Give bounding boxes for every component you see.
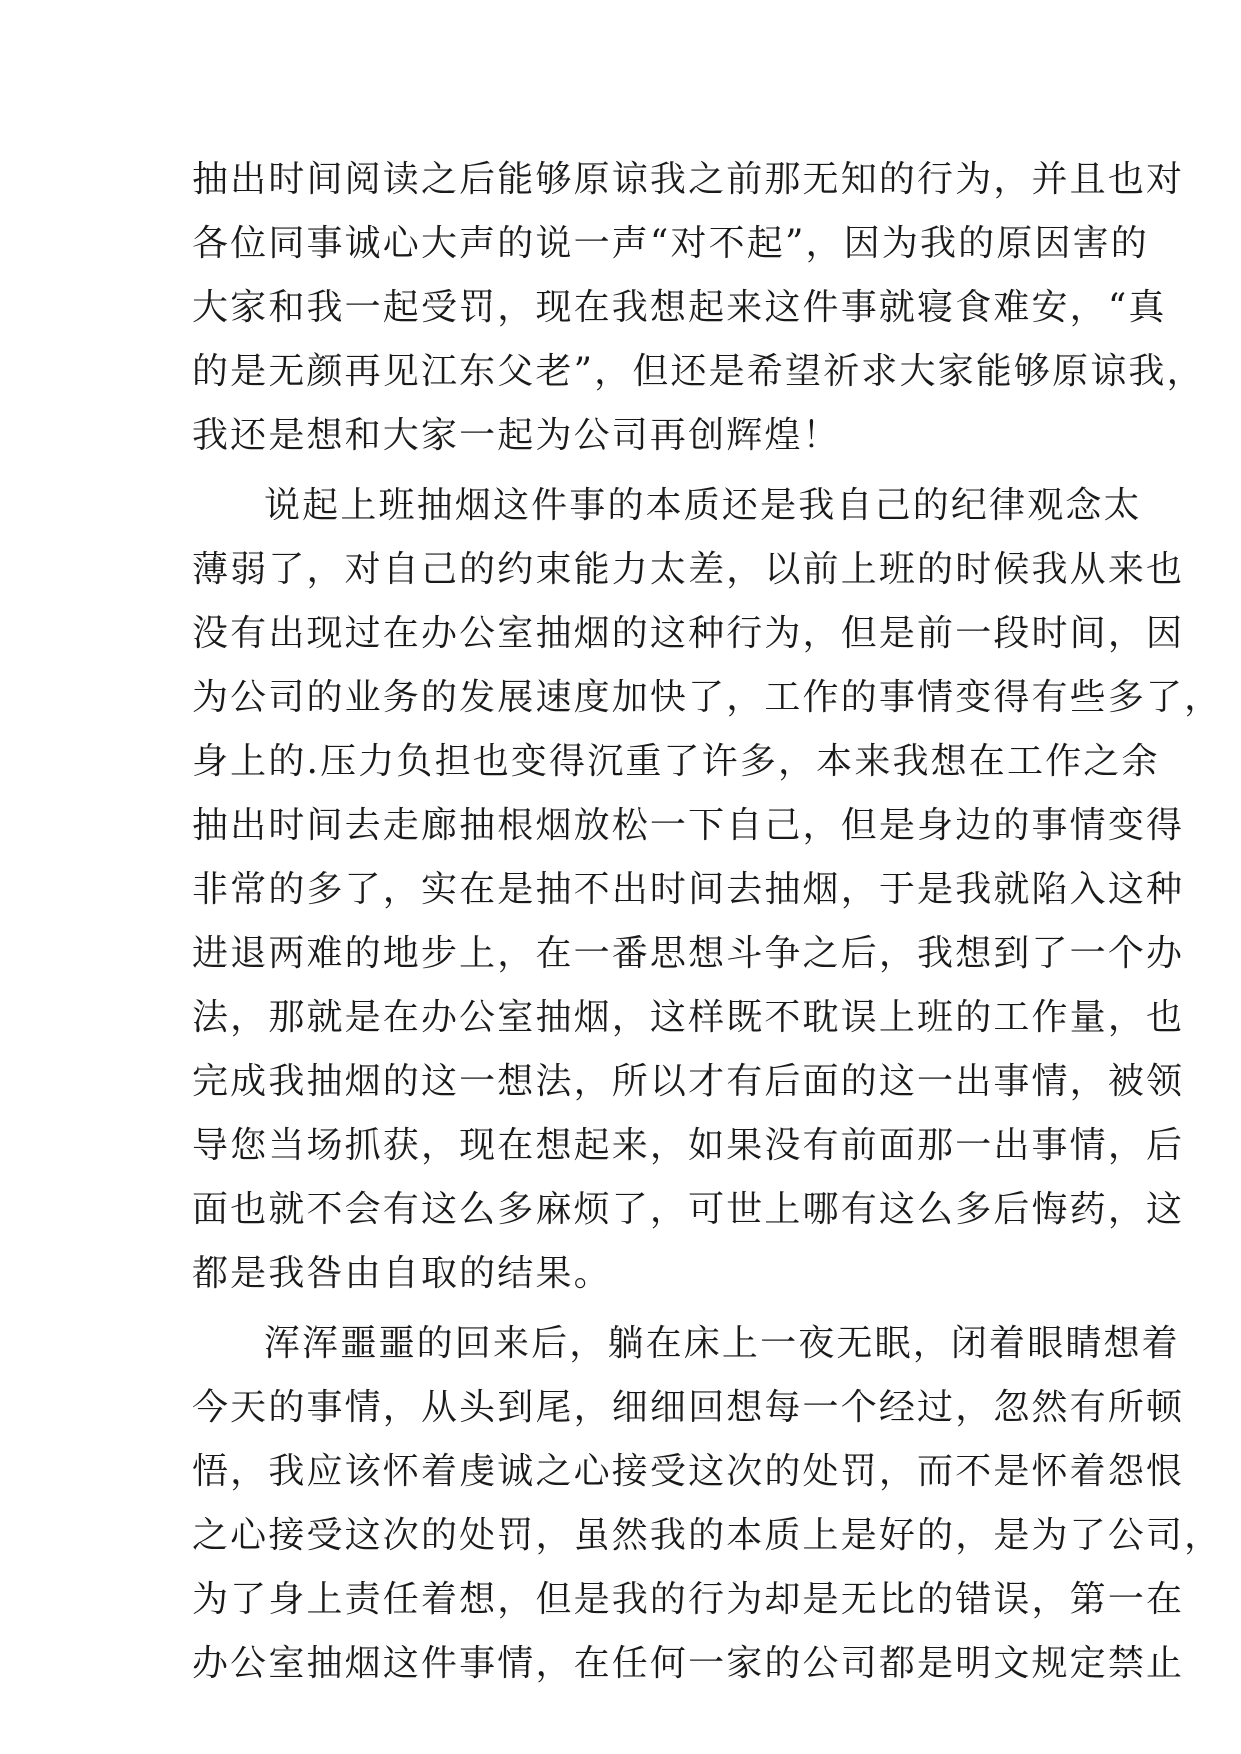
text-line: 面也就不会有这么多麻烦了，可世上哪有这么多后悔药，这 (192, 1189, 1185, 1230)
text-line: 办公室抽烟这件事情，在任何一家的公司都是明文规定禁止 (192, 1643, 1185, 1684)
text-line: 之心接受这次的处罚，虽然我的本质上是好的，是为了公司， (192, 1515, 1223, 1556)
text-line: 今天的事情，从头到尾，细细回想每一个经过，忽然有所顿 (192, 1387, 1185, 1428)
text-line: 没有出现过在办公室抽烟的这种行为，但是前一段时间，因 (192, 613, 1185, 654)
text-line: 悟，我应该怀着虔诚之心接受这次的处罚，而不是怀着怨恨 (192, 1451, 1185, 1492)
paragraph (192, 474, 1223, 1306)
text-line: 导您当场抓获，现在想起来，如果没有前面那一出事情，后 (192, 1125, 1185, 1166)
text-line: 为了身上责任着想，但是我的行为却是无比的错误，第一在 (192, 1579, 1185, 1620)
text-line: 抽出时间去走廊抽根烟放松一下自己，但是身边的事情变得 (192, 805, 1185, 846)
text-line: 浑浑噩噩的回来后，躺在床上一夜无眠，闭着眼睛想着 (264, 1323, 1180, 1364)
text-line: 身上的.压力负担也变得沉重了许多，本来我想在工作之余 (192, 741, 1160, 782)
text-line: 进退两难的地步上，在一番思想斗争之后，我想到了一个办 (192, 933, 1185, 974)
text-line: 抽出时间阅读之后能够原谅我之前那无知的行为，并且也对 (192, 159, 1185, 200)
text-line: 我还是想和大家一起为公司再创辉煌！ (192, 415, 841, 456)
document-body (192, 148, 1223, 1696)
text-line: 大家和我一起受罚，现在我想起来这件事就寝食难安，“真 (192, 287, 1167, 328)
text-line: 说起上班抽烟这件事的本质还是我自己的纪律观念太 (264, 485, 1142, 526)
text-line: 为公司的业务的发展速度加快了，工作的事情变得有些多了， (192, 677, 1223, 718)
paragraph (192, 1312, 1223, 1696)
text-line: 薄弱了，对自己的约束能力太差，以前上班的时候我从来也 (192, 549, 1185, 590)
paragraph (192, 148, 1205, 468)
text-line: 的是无颜再见江东父老”，但还是希望祈求大家能够原谅我， (192, 351, 1205, 392)
text-line: 非常的多了，实在是抽不出时间去抽烟，于是我就陷入这种 (192, 869, 1185, 910)
text-line: 各位同事诚心大声的说一声“对不起”，因为我的原因害的 (192, 223, 1149, 264)
text-line: 都是我咎由自取的结果。 (192, 1253, 612, 1294)
text-line: 完成我抽烟的这一想法，所以才有后面的这一出事情，被领 (192, 1061, 1185, 1102)
text-line: 法，那就是在办公室抽烟，这样既不耽误上班的工作量，也 (192, 997, 1185, 1038)
